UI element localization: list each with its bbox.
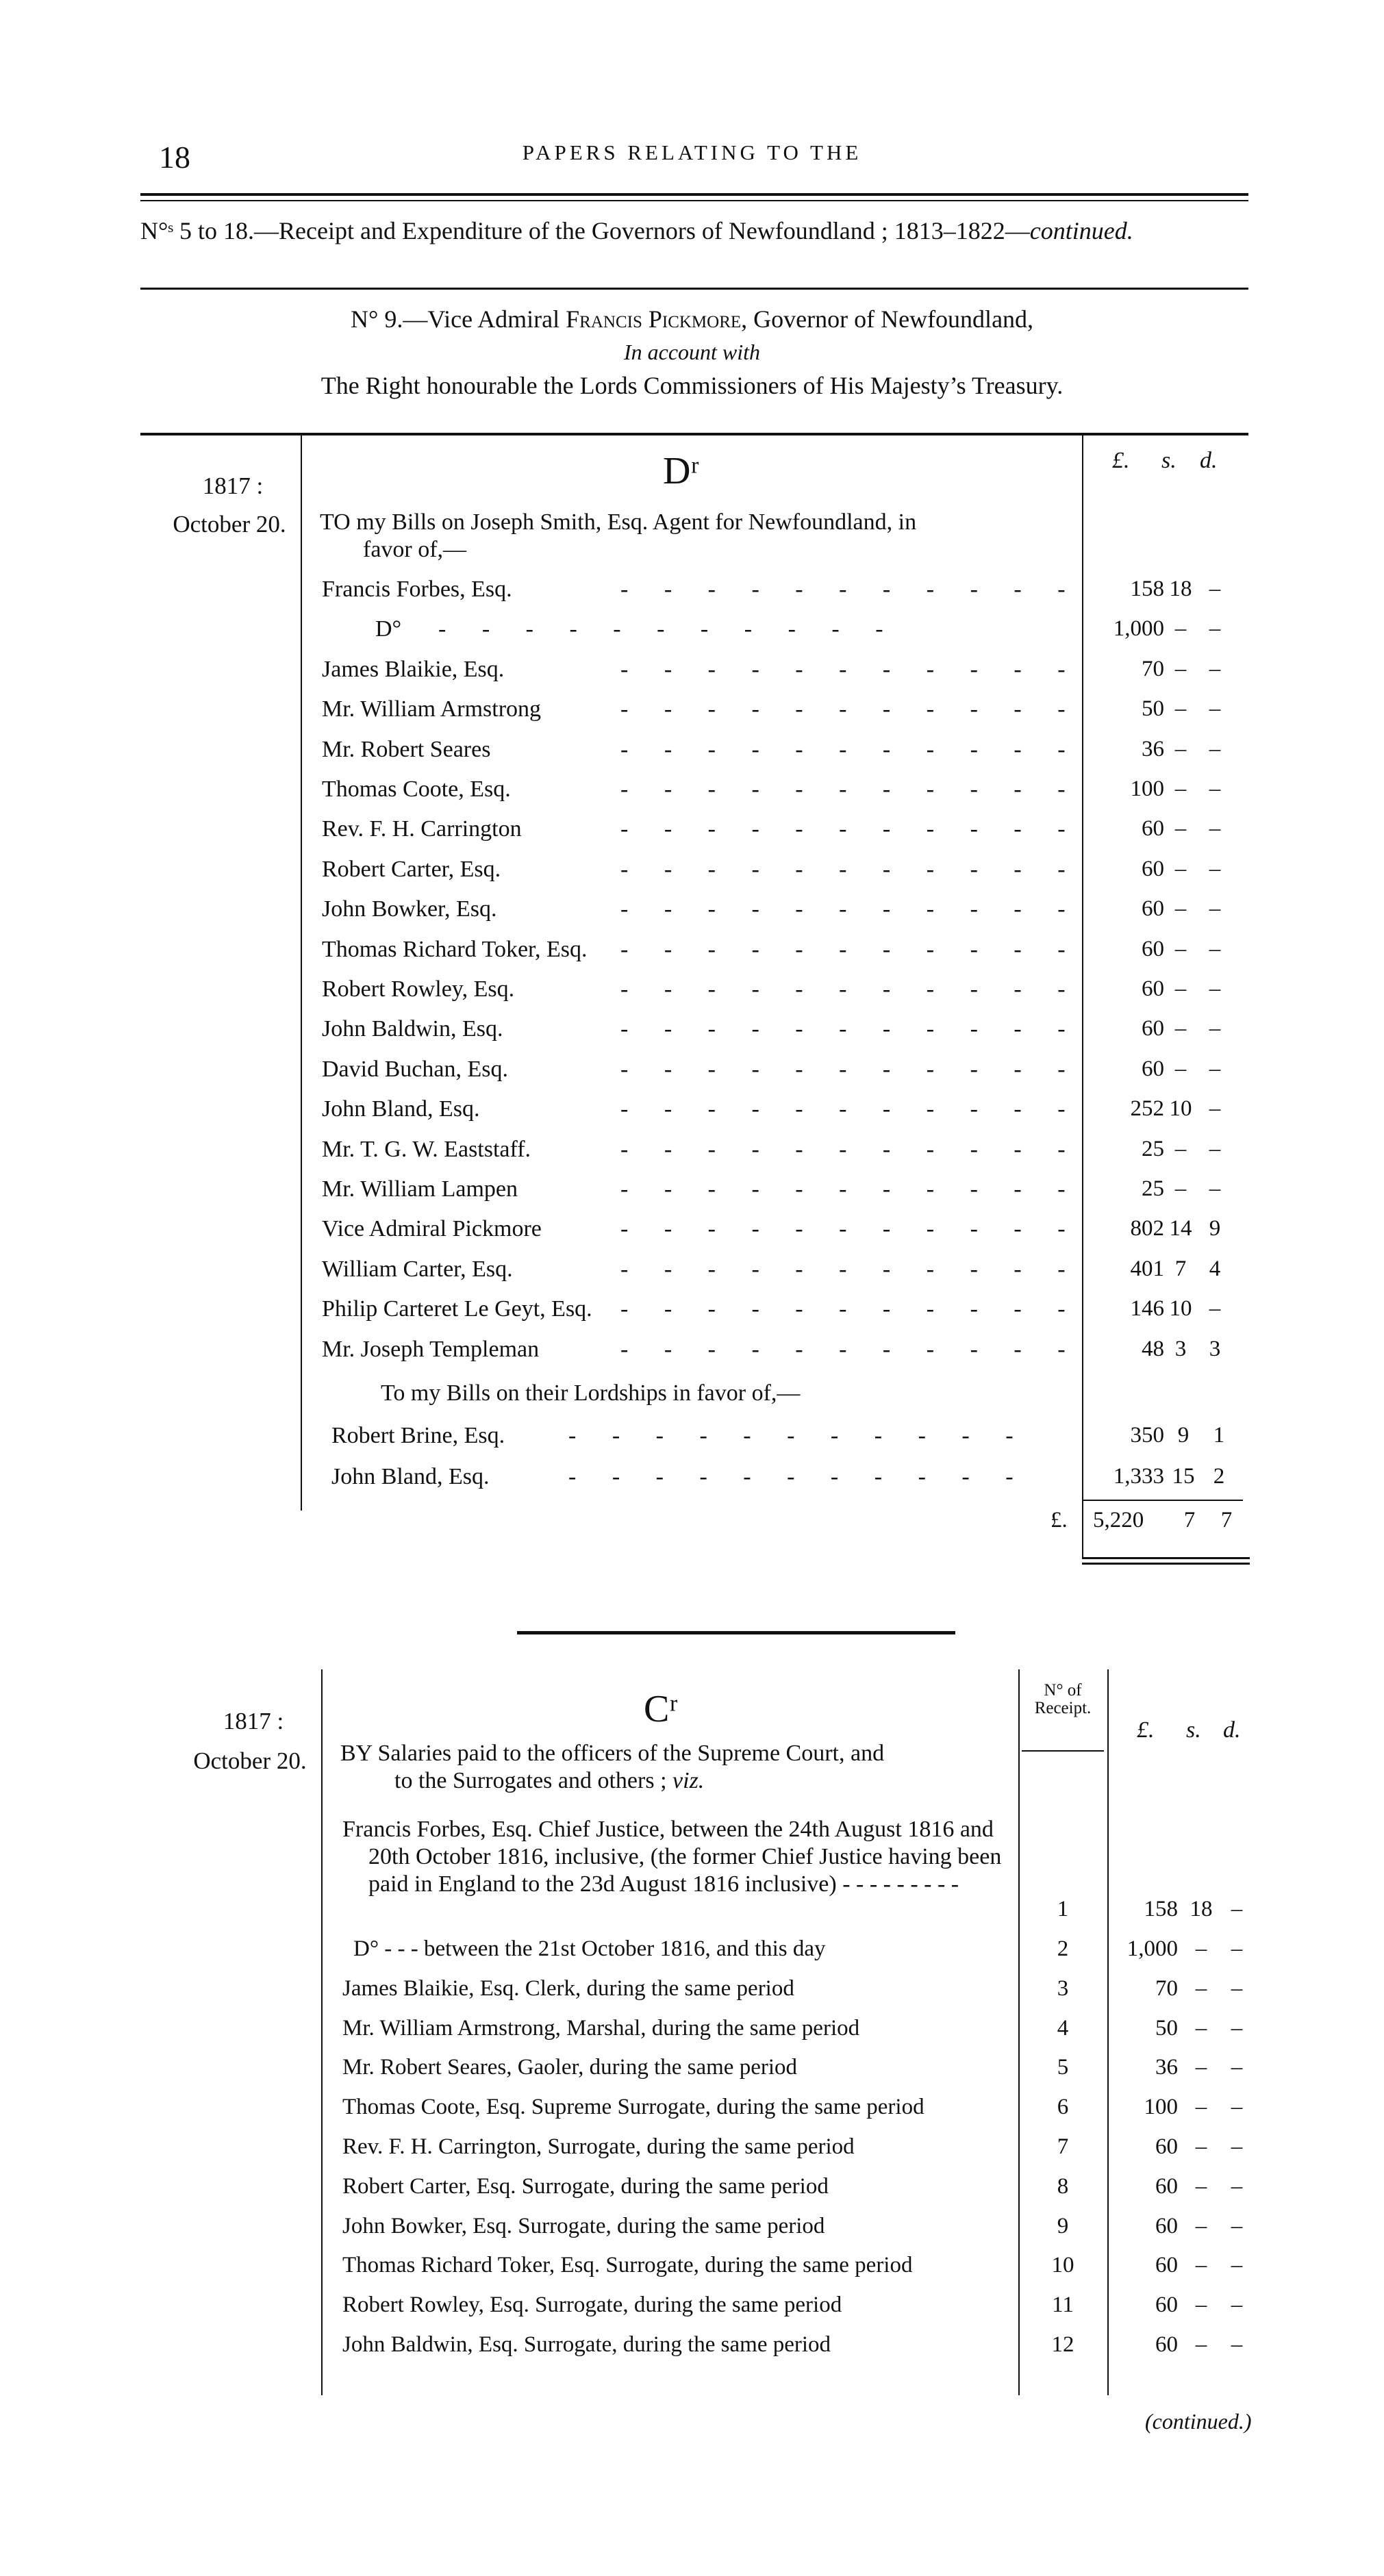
debit-row-dash-fill: - - - - - - - - - - - [620, 577, 1081, 602]
credit-first-receipt: 1 [1057, 1897, 1069, 1921]
section-separator [517, 1631, 955, 1634]
credit-col-shillings: s. [1186, 1717, 1201, 1743]
credit-row-receipt: 7 [1057, 2134, 1069, 2159]
credit-first-shillings: 18 [1190, 1897, 1213, 1921]
debit-row-dash-fill: - - - - - - - - - - - [620, 856, 1081, 882]
debit-row-dash-fill: - - - - - - - - - - - [620, 936, 1081, 962]
debit-row-pence: – [1209, 976, 1221, 1001]
debit-row-pence: – [1209, 1136, 1221, 1161]
receipt-column-head: N° of Receipt. [1034, 1681, 1092, 1717]
debit-row-dash-fill: - - - - - - - - - - - [620, 1296, 1081, 1322]
credit-intro-1: BY Salaries paid to the officers of the Supreme Court, and [340, 1741, 885, 1766]
credit-row-pence: – [1231, 1936, 1243, 1961]
debit-row-shillings: – [1174, 976, 1187, 1001]
debit-row-name: William Carter, Esq. [322, 1256, 513, 1282]
debit-row-shillings: 3 [1174, 1336, 1187, 1361]
credit-row-shillings: – [1195, 2173, 1207, 2199]
debit-row-dash-fill: - - - - - - - - - - - [620, 736, 1081, 762]
credit-row-receipt: 4 [1057, 2015, 1069, 2041]
debit-row-name: Rev. F. H. Carrington [322, 816, 522, 842]
debit-row-pence: – [1209, 1176, 1221, 1201]
debit-row-pounds: 146 [1130, 1296, 1164, 1322]
debit-row-pence: – [1209, 616, 1221, 642]
credit-row-pounds: 60 [1155, 2213, 1178, 2238]
debit-row-pence: – [1209, 856, 1221, 881]
credit-row-pence: – [1231, 2095, 1243, 2120]
subheading-rule [140, 288, 1248, 290]
credit-row-pounds: 60 [1155, 2134, 1178, 2159]
debit-row-shillings: – [1174, 1016, 1187, 1041]
debit-row-dash-fill: - - - - - - - - - - - [620, 816, 1081, 842]
debit-row2-dash-fill: - - - - - - - - - - - [568, 1423, 1029, 1448]
credit-row-pounds: 70 [1155, 1975, 1178, 2001]
debit-row-name: Mr. Joseph Templeman [322, 1336, 540, 1362]
credit-row-text: Robert Carter, Esq. Surrogate, during the same period [342, 2173, 829, 2199]
debit-row-dash-fill: - - - - - - - - - - - [620, 1256, 1081, 1282]
credit-row-receipt: 6 [1057, 2095, 1069, 2120]
debit-row-dash-fill: - - - - - - - - - - - [620, 1216, 1081, 1242]
debit-heading: Dʳ [663, 450, 699, 492]
credit-row-pounds: 60 [1155, 2173, 1178, 2199]
subheading-text: N°ˢ 5 to 18.—Receipt and Expenditure of the Governors of Newfoundland ; 1813–1822— [140, 217, 1030, 244]
debit-row-name: Thomas Coote, Esq. [322, 776, 511, 802]
debit-row-shillings: – [1174, 1136, 1187, 1161]
credit-row-text: D° - - - between the 21st October 1816, and this day [353, 1936, 826, 1961]
debit-row2-pounds: 1,333 [1113, 1464, 1164, 1489]
debit-row2-name: John Bland, Esq. [331, 1464, 490, 1489]
credit-col-pence: d. [1223, 1717, 1241, 1743]
running-head: PAPERS RELATING TO THE [522, 140, 862, 164]
debit-row-pounds: 60 [1142, 1016, 1164, 1041]
debit-row-pounds: 25 [1142, 1136, 1164, 1161]
credit-row-text: John Bowker, Esq. Surrogate, during the same period [342, 2213, 825, 2238]
credit-row-text: Mr. Robert Seares, Gaoler, during the same period [342, 2055, 797, 2080]
debit-row-name: Mr. T. G. W. Eaststaff. [322, 1136, 531, 1162]
debit-row2-shillings: 9 [1177, 1423, 1190, 1448]
credit-row-text: Thomas Richard Toker, Esq. Surrogate, during the same period [342, 2253, 913, 2278]
credit-intro-2: to the Surrogates and others ; viz. [394, 1768, 705, 1793]
debit-total-rule [1082, 1500, 1243, 1501]
credit-row-pence: – [1231, 1975, 1243, 2001]
debit-row-name: Vice Admiral Pickmore [322, 1216, 542, 1242]
debit-total-shillings: 7 [1183, 1508, 1196, 1532]
debit-row-pence: – [1209, 1096, 1221, 1122]
debit-row-name: James Blaikie, Esq. [322, 656, 505, 682]
debit-row-dash-fill: - - - - - - - - - - - [620, 1056, 1081, 1082]
debit-row-pence: – [1209, 776, 1221, 801]
credit-row-pounds: 60 [1155, 2293, 1178, 2318]
debit-row2-pence: 1 [1213, 1423, 1225, 1448]
debit-row-pounds: 158 [1130, 577, 1164, 601]
debit-row2-pence: 2 [1213, 1464, 1225, 1489]
debit-date-divider [301, 435, 302, 1511]
debit-row-pounds: 802 [1130, 1216, 1164, 1241]
credit-row-shillings: – [1195, 2332, 1207, 2357]
credit-heading: Cʳ [644, 1688, 678, 1730]
debit-row-shillings: – [1174, 816, 1187, 842]
debit-row-pounds: 100 [1130, 776, 1164, 801]
account-line3: The Right honourable the Lords Commissioners of His Majesty’s Treasury. [320, 372, 1064, 399]
debit-row-pence: 4 [1209, 1256, 1221, 1281]
debit-row-name: John Baldwin, Esq. [322, 1016, 503, 1042]
debit-row-shillings: – [1174, 1056, 1187, 1081]
debit-row-pounds: 252 [1130, 1096, 1164, 1122]
debit-row-name: John Bowker, Esq. [322, 896, 497, 922]
debit-row-pounds: 60 [1142, 816, 1164, 842]
debit-row-dash-fill: - - - - - - - - - - - [620, 1096, 1081, 1122]
debit-date: October 20. [173, 511, 286, 538]
debit-row-dash-fill: - - - - - - - - - - - [620, 696, 1081, 722]
credit-row-shillings: – [1195, 2213, 1207, 2238]
debit-row-dash-fill: - - - - - - - - - - - [620, 896, 1081, 922]
debit-row-shillings: – [1174, 776, 1187, 801]
credit-row-text: Rev. F. H. Carrington, Surrogate, during the same period [342, 2134, 855, 2159]
debit-row-pounds: 48 [1142, 1336, 1164, 1361]
debit-row-dash-fill: - - - - - - - - - - - [620, 1016, 1081, 1042]
debit-row-pence: – [1209, 1296, 1221, 1322]
debit-row2-shillings: 15 [1172, 1464, 1195, 1489]
debit-row-pounds: 60 [1142, 1056, 1164, 1081]
debit-row-shillings: 18 [1169, 577, 1192, 601]
header-rule-bottom [140, 200, 1248, 201]
debit-row-shillings: – [1174, 936, 1187, 961]
account-line1-post: , Governor of Newfoundland, [741, 305, 1034, 333]
debit-row-pounds: 60 [1142, 976, 1164, 1001]
credit-col-pounds: £. [1137, 1717, 1155, 1743]
credit-row-receipt: 9 [1057, 2213, 1069, 2238]
debit-row-pounds: 60 [1142, 896, 1164, 922]
credit-row-pounds: 1,000 [1127, 1936, 1178, 1961]
credit-row-pounds: 100 [1144, 2095, 1178, 2120]
debit-row-name: Robert Rowley, Esq. [322, 976, 515, 1002]
credit-row-pence: – [1231, 2055, 1243, 2080]
debit-row-dash-fill: - - - - - - - - - - - [620, 656, 1081, 682]
debit-row-pence: 9 [1209, 1216, 1221, 1241]
debit-row-name: David Buchan, Esq. [322, 1056, 508, 1082]
credit-row-shillings: – [1195, 1936, 1207, 1961]
debit-row-pounds: 50 [1142, 696, 1164, 722]
credit-row-shillings: – [1195, 2134, 1207, 2159]
credit-row-pounds: 50 [1155, 2015, 1178, 2041]
credit-row-receipt: 10 [1051, 2253, 1074, 2278]
debit-row-name: Francis Forbes, Esq. [322, 577, 512, 602]
debit-row-shillings: – [1174, 616, 1187, 642]
debit-row-dash-fill: - - - - - - - - - - - [620, 776, 1081, 802]
credit-row-receipt: 5 [1057, 2055, 1069, 2080]
debit-row-name: Philip Carteret Le Geyt, Esq. [322, 1296, 592, 1322]
debit-double-rule-1 [1082, 1557, 1250, 1559]
credit-row-pence: – [1231, 2015, 1243, 2041]
debit-row-pence: – [1209, 656, 1221, 681]
credit-first-pence: – [1231, 1897, 1243, 1921]
debit-row2-name: Robert Brine, Esq. [331, 1423, 505, 1448]
debit-row-pounds: 70 [1142, 656, 1164, 681]
debit-row-pounds: 60 [1142, 856, 1164, 881]
debit-row-dash-fill: - - - - - - - - - - - [620, 1336, 1081, 1362]
debit-row-pence: 3 [1209, 1336, 1221, 1361]
debit-total-label: £. [1050, 1508, 1068, 1532]
credit-row-pounds: 60 [1155, 2253, 1178, 2278]
debit-row-name: Thomas Richard Toker, Esq. [322, 936, 588, 962]
debit-row-shillings: 10 [1169, 1296, 1192, 1322]
debit-row-pence: – [1209, 736, 1221, 761]
debit-row-pence: – [1209, 1016, 1221, 1041]
credit-row-shillings: – [1195, 2293, 1207, 2318]
credit-row-pence: – [1231, 2173, 1243, 2199]
debit-row-dash-fill: - - - - - - - - - - - [620, 1176, 1081, 1202]
debit-row-pence: – [1209, 896, 1221, 922]
debit-row-shillings: 7 [1174, 1256, 1187, 1281]
credit-row-pounds: 60 [1155, 2332, 1178, 2357]
debit-row-dash-fill: - - - - - - - - - - - [620, 1136, 1081, 1162]
account-line1-pre: N° 9.—Vice Admiral [350, 305, 566, 333]
debit-row-pence: – [1209, 936, 1221, 961]
receipt-head-rule [1022, 1750, 1104, 1752]
debit-row-shillings: – [1174, 1176, 1187, 1201]
credit-receipt-divider [1018, 1669, 1020, 2395]
debit-year: 1817 : [202, 472, 264, 499]
credit-row-receipt: 3 [1057, 1975, 1069, 2001]
account-title [0, 305, 1384, 333]
debit-row-shillings: – [1174, 896, 1187, 922]
debit-row-pounds: 36 [1142, 736, 1164, 761]
debit-row-pence: – [1209, 816, 1221, 842]
credit-amount-divider [1107, 1669, 1109, 2395]
credit-row-text: John Baldwin, Esq. Surrogate, during the same period [342, 2332, 831, 2357]
credit-row-receipt: 8 [1057, 2173, 1069, 2199]
credit-row-pence: – [1231, 2253, 1243, 2278]
debit-row-shillings: 14 [1169, 1216, 1192, 1241]
debit-row-name: John Bland, Esq. [322, 1096, 480, 1122]
credit-row-pence: – [1231, 2293, 1243, 2318]
credit-row-shillings: – [1195, 2253, 1207, 2278]
credit-year: 1817 : [223, 1708, 284, 1734]
debit-row-name: Mr. Robert Seares [322, 736, 491, 762]
section-subheading [140, 216, 1133, 245]
debit-row2-pounds: 350 [1130, 1423, 1164, 1448]
debit-row-pounds: 1,000 [1113, 616, 1164, 642]
subheading-continued: continued. [1029, 217, 1133, 244]
credit-row-shillings: – [1195, 2055, 1207, 2080]
debit-double-rule-2 [1082, 1563, 1250, 1565]
debit-row2-dash-fill: - - - - - - - - - - - [568, 1464, 1029, 1489]
credit-row-text: James Blaikie, Esq. Clerk, during the same period [342, 1975, 794, 2001]
debit-row-shillings: – [1174, 696, 1187, 722]
credit-row-pence: – [1231, 2134, 1243, 2159]
debit-intro-1: TO my Bills on Joseph Smith, Esq. Agent for Newfoundland, in [320, 509, 917, 535]
debit-row-dash-fill: - - - - - - - - - - - [438, 616, 898, 642]
credit-row-text: Robert Rowley, Esq. Surrogate, during the same period [342, 2293, 842, 2318]
credit-date-divider [321, 1669, 323, 2395]
debit-row-dash-fill: - - - - - - - - - - - [620, 976, 1081, 1002]
debit-row-pounds: 60 [1142, 936, 1164, 961]
page-number: 18 [159, 140, 190, 175]
credit-row-shillings: – [1195, 2095, 1207, 2120]
debit-col-pence: d. [1200, 448, 1218, 473]
debit-row-shillings: 10 [1169, 1096, 1192, 1122]
credit-row-pence: – [1231, 2213, 1243, 2238]
governor-name: Francis Pickmore [566, 305, 742, 333]
debit-col-pounds: £. [1112, 448, 1130, 473]
continued-footer: (continued.) [1145, 2409, 1252, 2434]
debit-col-shillings: s. [1161, 448, 1177, 473]
debit-row-name: D° [375, 616, 402, 642]
credit-row-receipt: 2 [1057, 1936, 1069, 1961]
credit-date: October 20. [193, 1747, 307, 1774]
debit-row-name: Robert Carter, Esq. [322, 856, 501, 882]
credit-first-entry: Francis Forbes, Esq. Chief Justice, between the 24th August 1816 and 20th October 1816, inclusive, (the former Chief Justice having been paid in England to the 23d August 1816 inclusive) - - - - - - - - - [342, 1817, 1002, 1897]
debit-intro-3: To my Bills on their Lordships in favor of,— [381, 1380, 801, 1406]
credit-row-pence: – [1231, 2332, 1243, 2357]
debit-row-shillings: – [1174, 736, 1187, 761]
debit-row-name: Mr. William Armstrong [322, 696, 542, 722]
account-line2: In account with [623, 340, 761, 364]
credit-row-shillings: – [1195, 2015, 1207, 2041]
debit-row-pence: – [1209, 1056, 1221, 1081]
debit-row-name: Mr. William Lampen [322, 1176, 518, 1202]
header-rule-top [140, 193, 1248, 196]
credit-row-receipt: 12 [1051, 2332, 1074, 2357]
debit-row-pounds: 25 [1142, 1176, 1164, 1201]
debit-row-pence: – [1209, 577, 1221, 601]
debit-intro-2: favor of,— [363, 537, 467, 562]
credit-row-receipt: 11 [1052, 2293, 1074, 2318]
credit-first-pounds: 158 [1144, 1897, 1178, 1921]
credit-row-text: Thomas Coote, Esq. Supreme Surrogate, during the same period [342, 2095, 924, 2120]
credit-row-pounds: 36 [1155, 2055, 1178, 2080]
credit-row-shillings: – [1195, 1975, 1207, 2001]
debit-row-pence: – [1209, 696, 1221, 722]
debit-total-pence: 7 [1220, 1508, 1233, 1532]
debit-row-shillings: – [1174, 656, 1187, 681]
debit-total-pounds: 5,220 [1093, 1508, 1144, 1532]
debit-row-pounds: 401 [1130, 1256, 1164, 1281]
debit-row-shillings: – [1174, 856, 1187, 881]
credit-row-text: Mr. William Armstrong, Marshal, during the same period [342, 2015, 860, 2041]
